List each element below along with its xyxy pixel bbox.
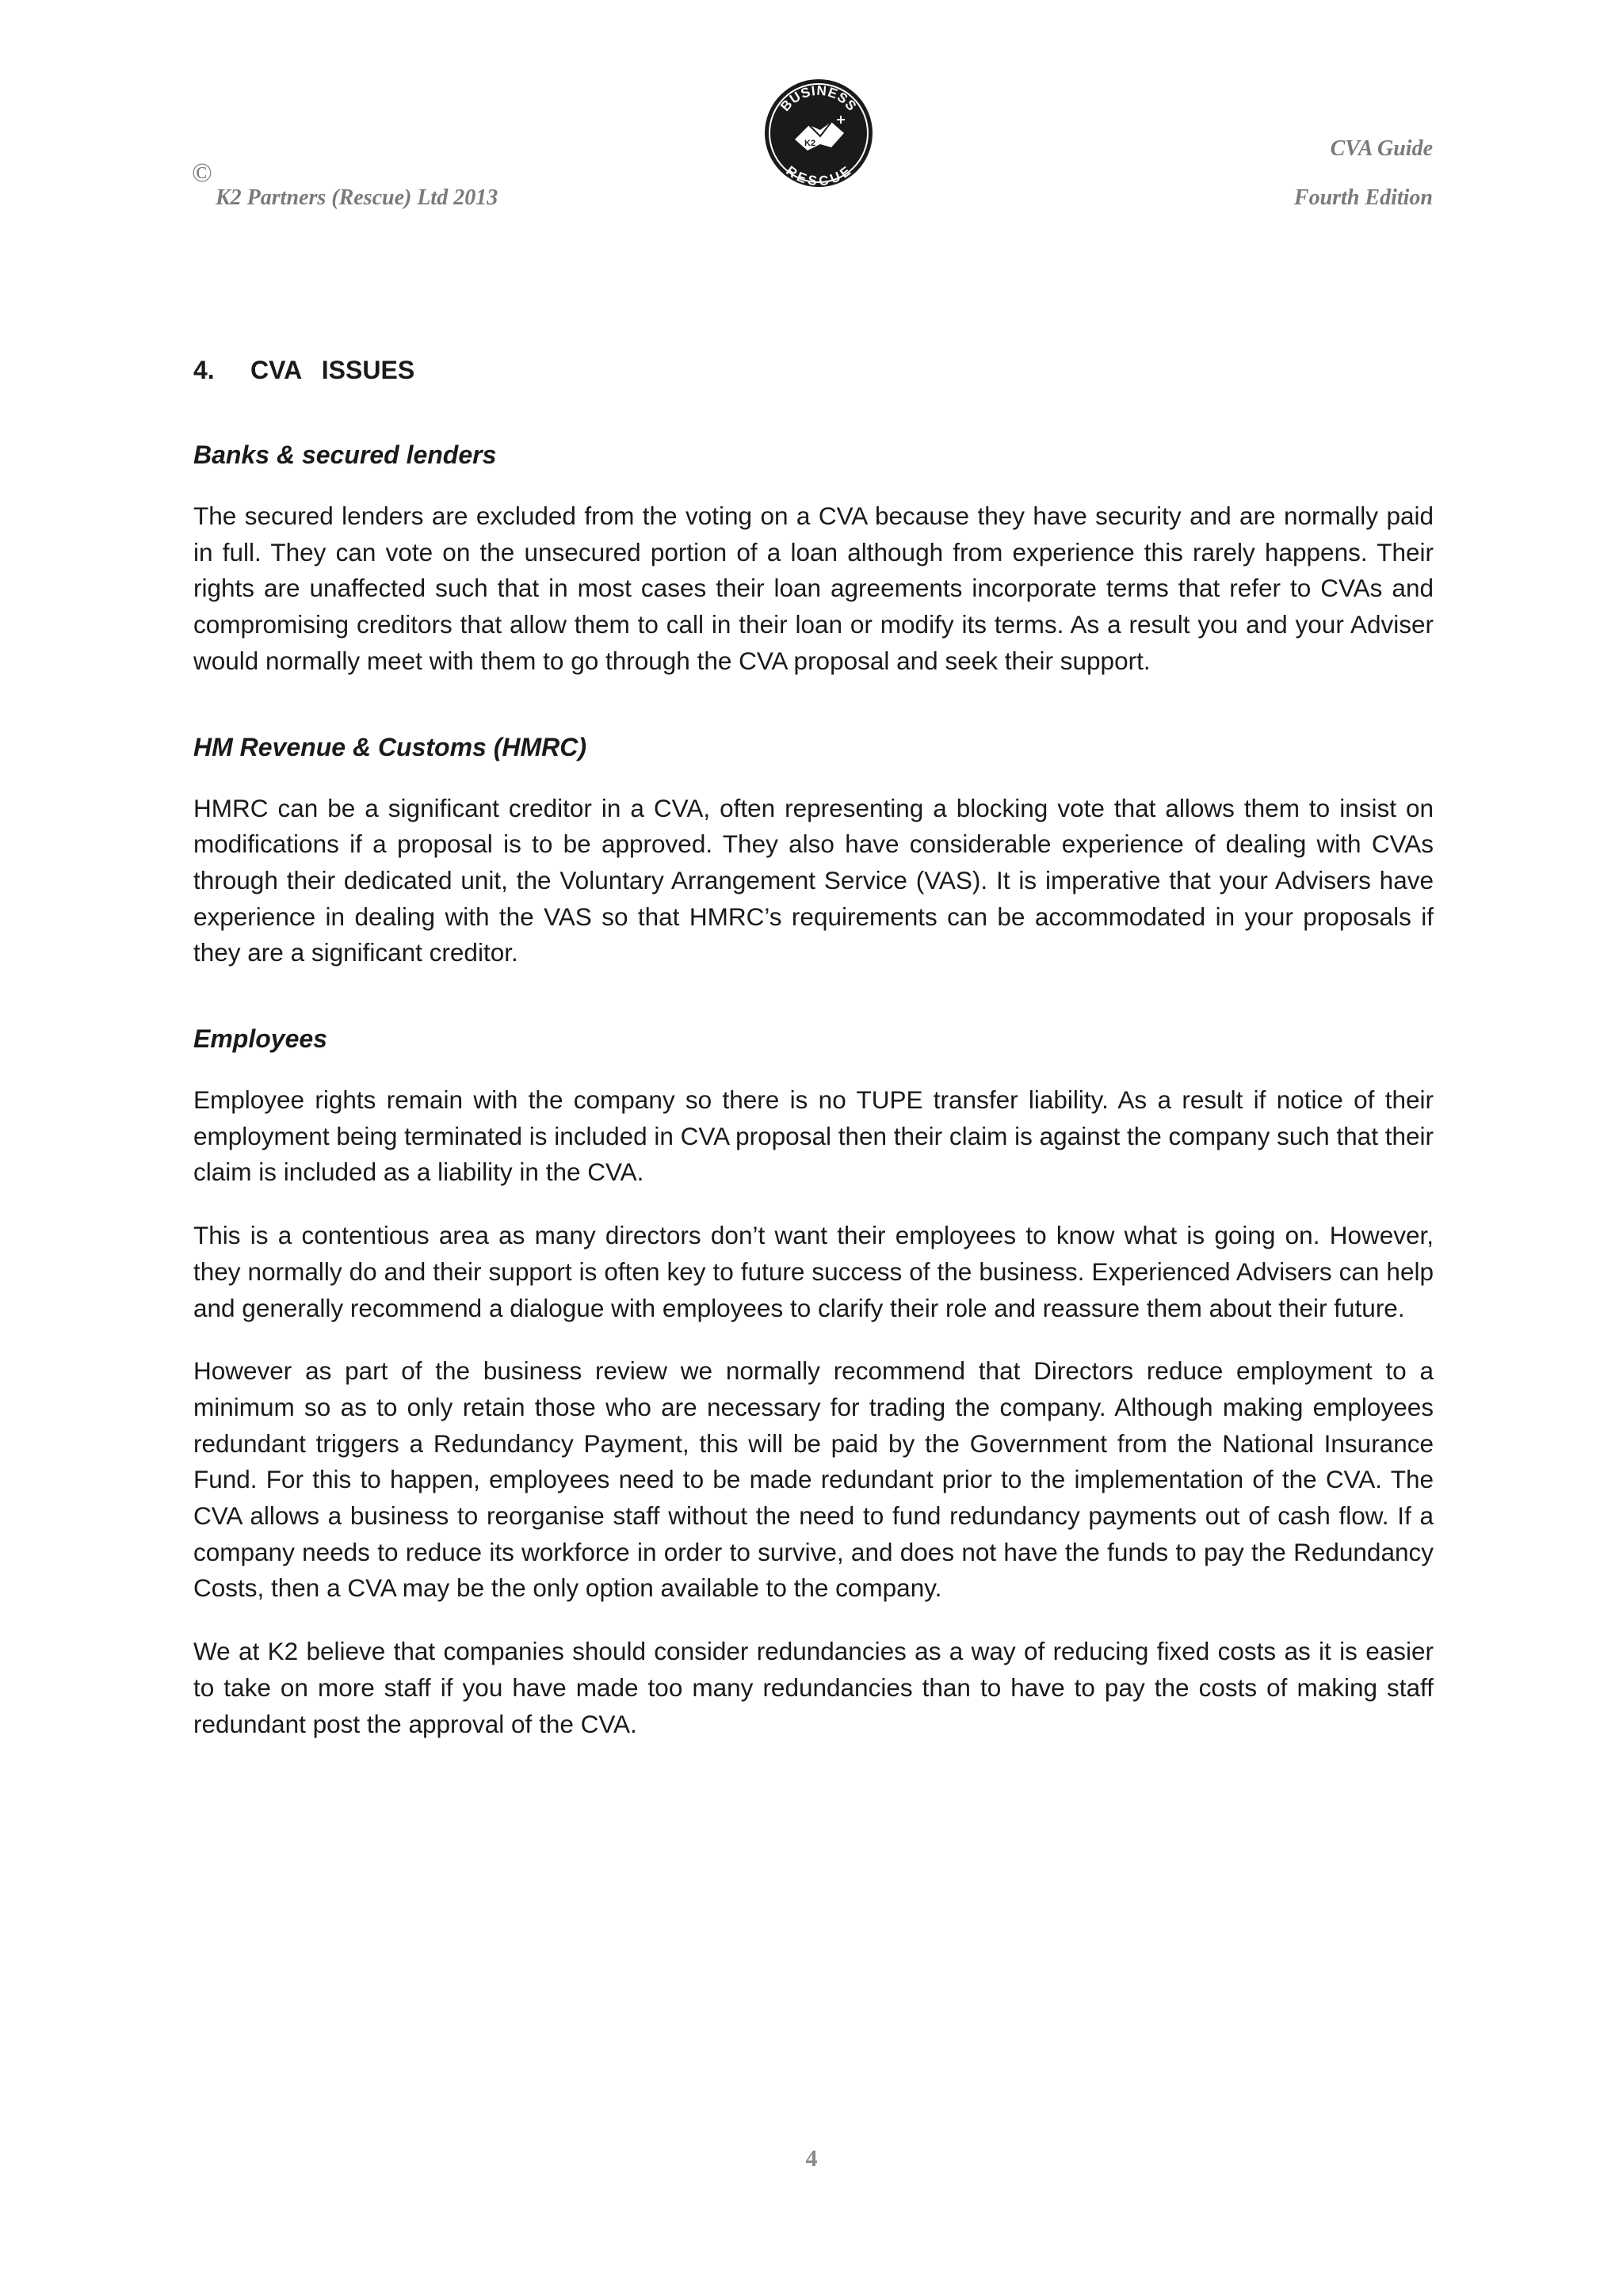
page-header: [0, 0, 1623, 238]
logo-center-text: K2: [804, 139, 816, 148]
employees-heading: Employees: [193, 1024, 327, 1054]
page-number: 4: [805, 2145, 818, 2172]
section-number: 4.: [193, 356, 215, 384]
employees-paragraph-3: However as part of the business review we normally recommend that Directors reduce employment to a minimum so as to only retain those who are necessary for trading the company. Although making employees redundant triggers a Redundancy Payment, this will be paid by the Government from the National Insurance Fund. For this to happen, employees need to be made redundant prior to the implementation of the CVA. The CVA allows a business to reorganise staff without the need to fund redundancy payments out of cash flow. If a company needs to reduce its workforce in order to survive, and does not have the funds to pay the Redundancy Costs, then a CVA may be the only option available to the company.: [193, 1356, 1434, 1603]
copyright-symbol: ©: [192, 158, 212, 188]
hmrc-heading: HM Revenue & Customs (HMRC): [193, 732, 587, 761]
edition-label: Fourth Edition: [1293, 185, 1433, 210]
guide-title: CVA Guide: [1330, 136, 1433, 161]
logo-top-text: BUSINESS: [777, 82, 860, 115]
document-body: [193, 353, 1434, 1742]
employees-paragraph-1: Employee rights remain with the company so there is no TUPE transfer liability. As a result if notice of their employment being terminated is included in CVA proposal then their claim is against the company such that their claim is included as a liability in the CVA.: [193, 1085, 1434, 1187]
banks-paragraph: The secured lenders are excluded from the voting on a CVA because they have security and are normally paid in full. They can vote on the unsecured portion of a loan although from experience this rarely happens. Their rights are unaffected such that in most cases their loan agreements incorporate terms that refer to CVAs and compromising creditors that allow them to call in their loan or modify its terms. As a result you and your Adviser would normally meet with them to go through the CVA proposal and seek their support.: [193, 502, 1434, 675]
hmrc-paragraph: HMRC can be a significant creditor in a CVA, often representing a blocking vote that allows them to insist on modifications if a proposal is to be approved. They also have considerable experience of dealing with CVAs through their dedicated unit, the Voluntary Arrangement Service (VAS). It is imperative that your Advisers have experience in dealing with the VAS so that HMRC’s requirements can be accommodated in your proposals if they are a significant creditor.: [193, 793, 1434, 967]
section-heading: [193, 353, 1434, 387]
banks-heading: Banks & secured lenders: [193, 441, 497, 469]
business-rescue-logo: [763, 78, 874, 189]
employees-paragraph-4: We at K2 believe that companies should consider redundancies as a way of reducing fixed costs as it is easier to take on more staff if you have made too many redundancies than to have to pay the costs of making staff redundant post the approval of the CVA.: [193, 1637, 1434, 1738]
company-name: K2 Partners (Rescue) Ltd 2013: [216, 185, 498, 210]
section-title: CVA ISSUES: [250, 356, 415, 384]
employees-paragraph-2: This is a contentious area as many directors don’t want their employees to know what is going on. However, they normally do and their support is often key to future success of the business. Experienced Advisers can help and generally recommend a dialogue with employees to clarify their role and reassure them about their future.: [193, 1221, 1434, 1322]
logo-bottom-text: RESCUE: [783, 162, 854, 189]
